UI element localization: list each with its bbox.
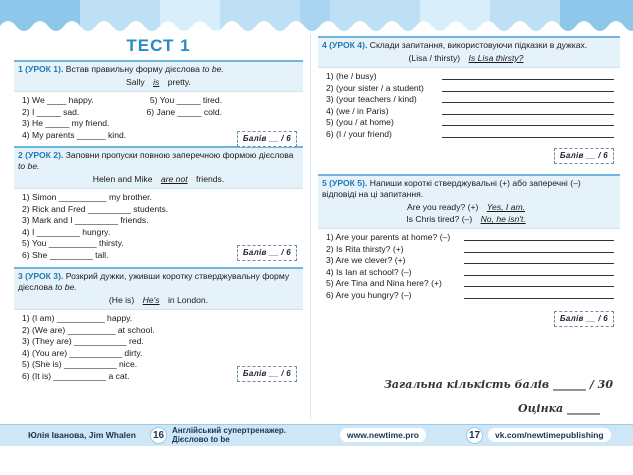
section-5-tag: 5 (УРОК 5). [322,178,368,188]
list-item: 2) (your sister / a student) [326,83,614,95]
list-item: 6) She _________ tall. [22,249,109,260]
score-box: Балів __ / 6 [237,245,297,261]
list-item: 2) Is Rita thirsty? (+) [326,244,614,256]
score-box: Балів __ / 6 [237,131,297,147]
section-4-items [318,68,620,166]
list-item: 4) (we / in Paris) [326,106,614,118]
page-divider [310,34,311,419]
list-item: 6) Are you hungry? (–) [326,290,614,302]
section-5-example-1: Are you ready? (+) Yes, I am. [406,202,526,212]
section-1-header: 1 (УРОК 1). Встав правильну форму дієслова to be. Sally is pretty. [14,60,303,92]
list-item: 1) (I am) __________ happy. [22,313,133,323]
list-item: 1) (he / busy) [326,71,614,83]
list-item: 5) (She is) ___________ nice. [22,359,138,369]
list-item: 2) (We are) __________ at school. [22,324,155,335]
section-4-instruction: Склади запитання, використовуючи підказки в дужках. [369,40,588,50]
test-title: ТЕСТ 1 [126,36,191,55]
list-item: 4) (You are) ___________ dirty. [22,347,143,358]
footer-book: Англійський супертренажер. Дієслово to be [172,426,287,444]
section-5-header [318,174,620,229]
section-2-instruction: Заповни пропуски повною заперечною формою дієслова [65,150,294,160]
section-3-instruction: Розкрий дужки, уживши коротку стверджувальну форму дієслова [18,271,290,292]
section-4-tag: 4 (УРОК 4). [322,40,368,50]
score-box: Балів __ / 6 [554,148,614,164]
page-number-left: 16 [150,427,167,444]
section-3-tag: 3 (УРОК 3). [18,271,64,281]
section-2-header: 2 (УРОК 2). Заповни пропуски повною заперечною формою дієслова to be. Helen and Mike are not friends. [14,146,303,189]
section-1-example: Sally is pretty. [126,77,191,87]
list-item: 4) My parents ______ kind. [22,129,127,140]
list-item: 6) (I / your friend) [326,129,614,141]
list-item: 2) I _____ sad. 6) Jane _____ cold. [22,106,222,117]
section-1-instruction: Встав правильну форму дієслова [65,64,200,74]
score-box: Балів __ / 6 [554,311,614,327]
list-item: 5) Are Tina and Nina here? (+) [326,278,614,290]
section-5-items [318,229,620,329]
list-item: 5) (you / at home) [326,117,614,129]
grade: Оцінка ______ [518,402,601,415]
footer-vk-link[interactable]: vk.com/newtimepublishing [488,428,611,442]
list-item: 1) We ____ happy. 5) You _____ tired. [22,95,222,105]
wave-header-decoration [0,0,633,34]
list-item: 3) (your teachers / kind) [326,94,614,106]
list-item: 5) You __________ thirsty. [22,238,124,248]
list-item: 6) (It is) ___________ a cat. [22,370,130,381]
total-score: Загальна кількість балів ______ / 30 [384,378,613,391]
footer-site-link[interactable]: www.newtime.pro [340,428,426,442]
right-page [318,36,620,426]
section-2-example: Helen and Mike are not friends. [92,174,225,184]
score-box: Балів __ / 6 [237,366,297,382]
section-2-tag: 2 (УРОК 2). [18,150,64,160]
list-item: 1) Are your parents at home? (–) [326,232,614,244]
section-3-header: 3 (УРОК 3). Розкрий дужки, уживши коротку стверджувальну форму дієслова to be. (He is) He's in London. [14,267,303,310]
section-4-example: (Lisa / thirsty) Is Lisa thirsty? [408,53,524,63]
left-page [14,30,303,420]
section-3-example: (He is) He's in London. [108,295,209,305]
footer [0,424,633,446]
footer-authors: Юлія Іванова, Jim Whalen [28,430,136,440]
list-item: 4) I _________ hungry. [22,226,111,237]
section-1-tag: 1 (УРОК 1). [18,64,64,74]
list-item: 3) Are we clever? (+) [326,255,614,267]
section-1-items [14,92,303,146]
section-2-items [14,189,303,267]
section-5-example-2: Is Chris tired? (–) No, he isn't. [406,214,526,224]
page-number-right: 17 [466,427,483,444]
list-item: 3) Mark and I _________ friends. [22,215,149,225]
section-5-instruction: Напиши короткі стверджувальні (+) або заперечні (–) відповіді на ці запитання. [322,178,581,199]
section-3-items [14,310,303,386]
list-item: 3) (They are) ___________ red. [22,336,144,346]
list-item: 3) He _____ my friend. [22,118,110,128]
list-item: 4) Is Ian at school? (–) [326,267,614,279]
list-item: 1) Simon __________ my brother. [22,192,152,202]
list-item: 2) Rick and Fred _________ students. [22,203,169,214]
section-4-header [318,36,620,68]
